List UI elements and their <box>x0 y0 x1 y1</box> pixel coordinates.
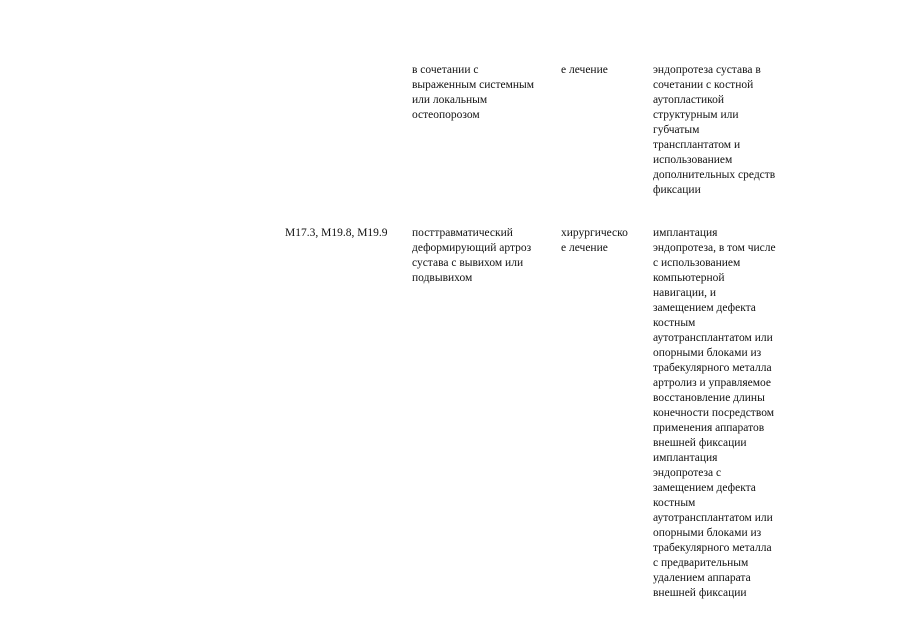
treatment-type-cell: е лечение <box>561 64 608 76</box>
treatment-method-cell: эндопротеза сустава в сочетании с костной аутопластикой структурным или губчатым трансплантатом и использованием дополнительных средств фиксации <box>653 64 776 196</box>
diagnosis-code-cell: M17.3, M19.8, M19.9 <box>285 227 388 239</box>
treatment-type-cell: хирургическо е лечение <box>561 227 628 254</box>
diagnosis-cell: посттравматический деформирующий артроз сустава с вывихом или подвывихом <box>412 227 532 284</box>
diagnosis-cell: в сочетании с выраженным системным или локальным остеопорозом <box>412 64 535 121</box>
treatment-method-cell: имплантация эндопротеза, в том числе с использованием компьютерной навигации, и замещением дефекта костным аутотрансплантатом или опорными блоками из трабекулярного металла артролиз и управляемое восстановление длины конечности посредством применения аппаратов внешней фиксации имплантация эндопротеза с замещением дефекта костным аутотрансплантатом или опорными блоками из трабекулярного металла с предварительным удалением аппарата внешней фиксации <box>653 227 776 599</box>
